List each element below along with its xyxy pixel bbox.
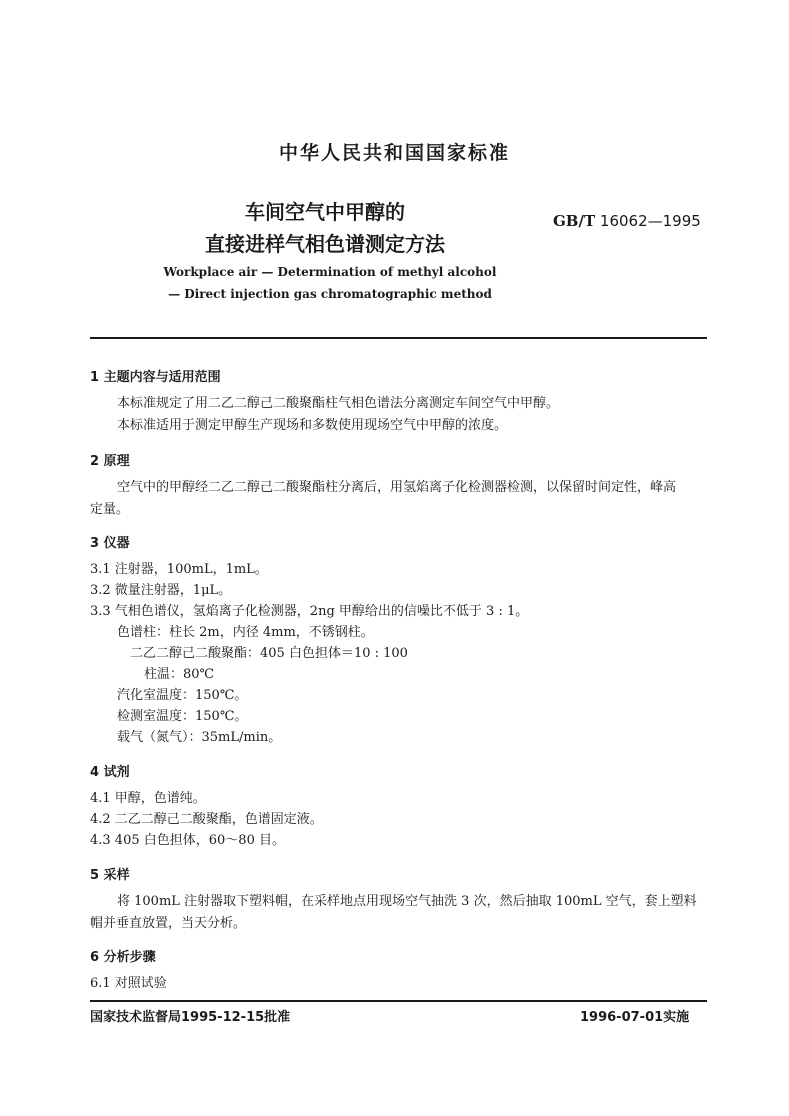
packing-spec: 二乙二醇己二酸聚酯：405 白色担体＝10 : 100 [130, 646, 408, 661]
section-3-heading: 3 仪器 [90, 536, 130, 551]
header-divider [90, 337, 707, 339]
item-4-3: 4.3 405 白色担体，60～80 目。 [90, 833, 285, 848]
national-standard-header: 中华人民共和国国家标准 [278, 142, 510, 164]
title-line-2: 直接进样气相色谱测定方法 [205, 232, 445, 256]
section-1-heading: 1 主题内容与适用范围 [90, 370, 221, 385]
column-temperature: 柱温：80℃ [144, 667, 215, 682]
standard-prefix: GB/T [553, 212, 596, 230]
section-2-paragraph-line-1: 空气中的甲醇经二乙二醇己二酸聚酯柱分离后，用氢焰离子化检测器检测，以保留时间定性，峰高 [117, 480, 677, 495]
column-spec: 色谱柱：柱长 2m，内径 4mm，不锈钢柱。 [117, 625, 374, 640]
section-6-heading: 6 分析步骤 [90, 950, 156, 965]
section-5-paragraph-line-2: 帽并垂直放置，当天分析。 [90, 916, 247, 931]
vaporizer-temperature: 汽化室温度：150℃。 [117, 688, 248, 703]
section-5-heading: 5 采样 [90, 868, 130, 883]
item-6-1: 6.1 对照试验 [90, 976, 167, 991]
section-1-paragraph-2: 本标准适用于测定甲醇生产现场和多数使用现场空气中甲醇的浓度。 [117, 418, 508, 433]
item-3-2: 3.2 微量注射器，1μL。 [90, 583, 232, 598]
item-4-1: 4.1 甲醇，色谱纯。 [90, 791, 206, 806]
title-line-1: 车间空气中甲醇的 [245, 200, 405, 224]
section-4-heading: 4 试剂 [90, 765, 130, 780]
item-4-2: 4.2 二乙二醇己二酸聚酯，色谱固定液。 [90, 812, 323, 827]
english-title-line-2: — Direct injection gas chromatographic method [168, 287, 492, 301]
section-1-paragraph-1: 本标准规定了用二乙二醇己二酸聚酯柱气相色谱法分离测定车间空气中甲醇。 [117, 396, 560, 411]
item-3-3: 3.3 气相色谱仪，氢焰离子化检测器，2ng 甲醇给出的信噪比不低于 3 : 1。 [90, 604, 529, 619]
effective-date: 1996-07-01实施 [580, 1010, 690, 1025]
item-3-1: 3.1 注射器，100mL，1mL。 [90, 562, 268, 577]
approval-date: 国家技术监督局1995-12-15批准 [90, 1010, 291, 1025]
standard-code: 16062—1995 [599, 212, 701, 230]
standard-number [553, 212, 701, 230]
english-title-line-1: Workplace air — Determination of methyl alcohol [163, 265, 497, 279]
carrier-gas: 载气（氮气）：35mL/min。 [117, 730, 282, 745]
section-5-paragraph-line-1: 将 100mL 注射器取下塑料帽，在采样地点用现场空气抽洗 3 次，然后抽取 100mL 空气，套上塑料 [117, 894, 697, 909]
section-2-heading: 2 原理 [90, 454, 130, 469]
section-2-paragraph-line-2: 定量。 [90, 502, 130, 517]
detector-temperature: 检测室温度：150℃。 [117, 709, 248, 724]
footer-divider [90, 1000, 707, 1002]
